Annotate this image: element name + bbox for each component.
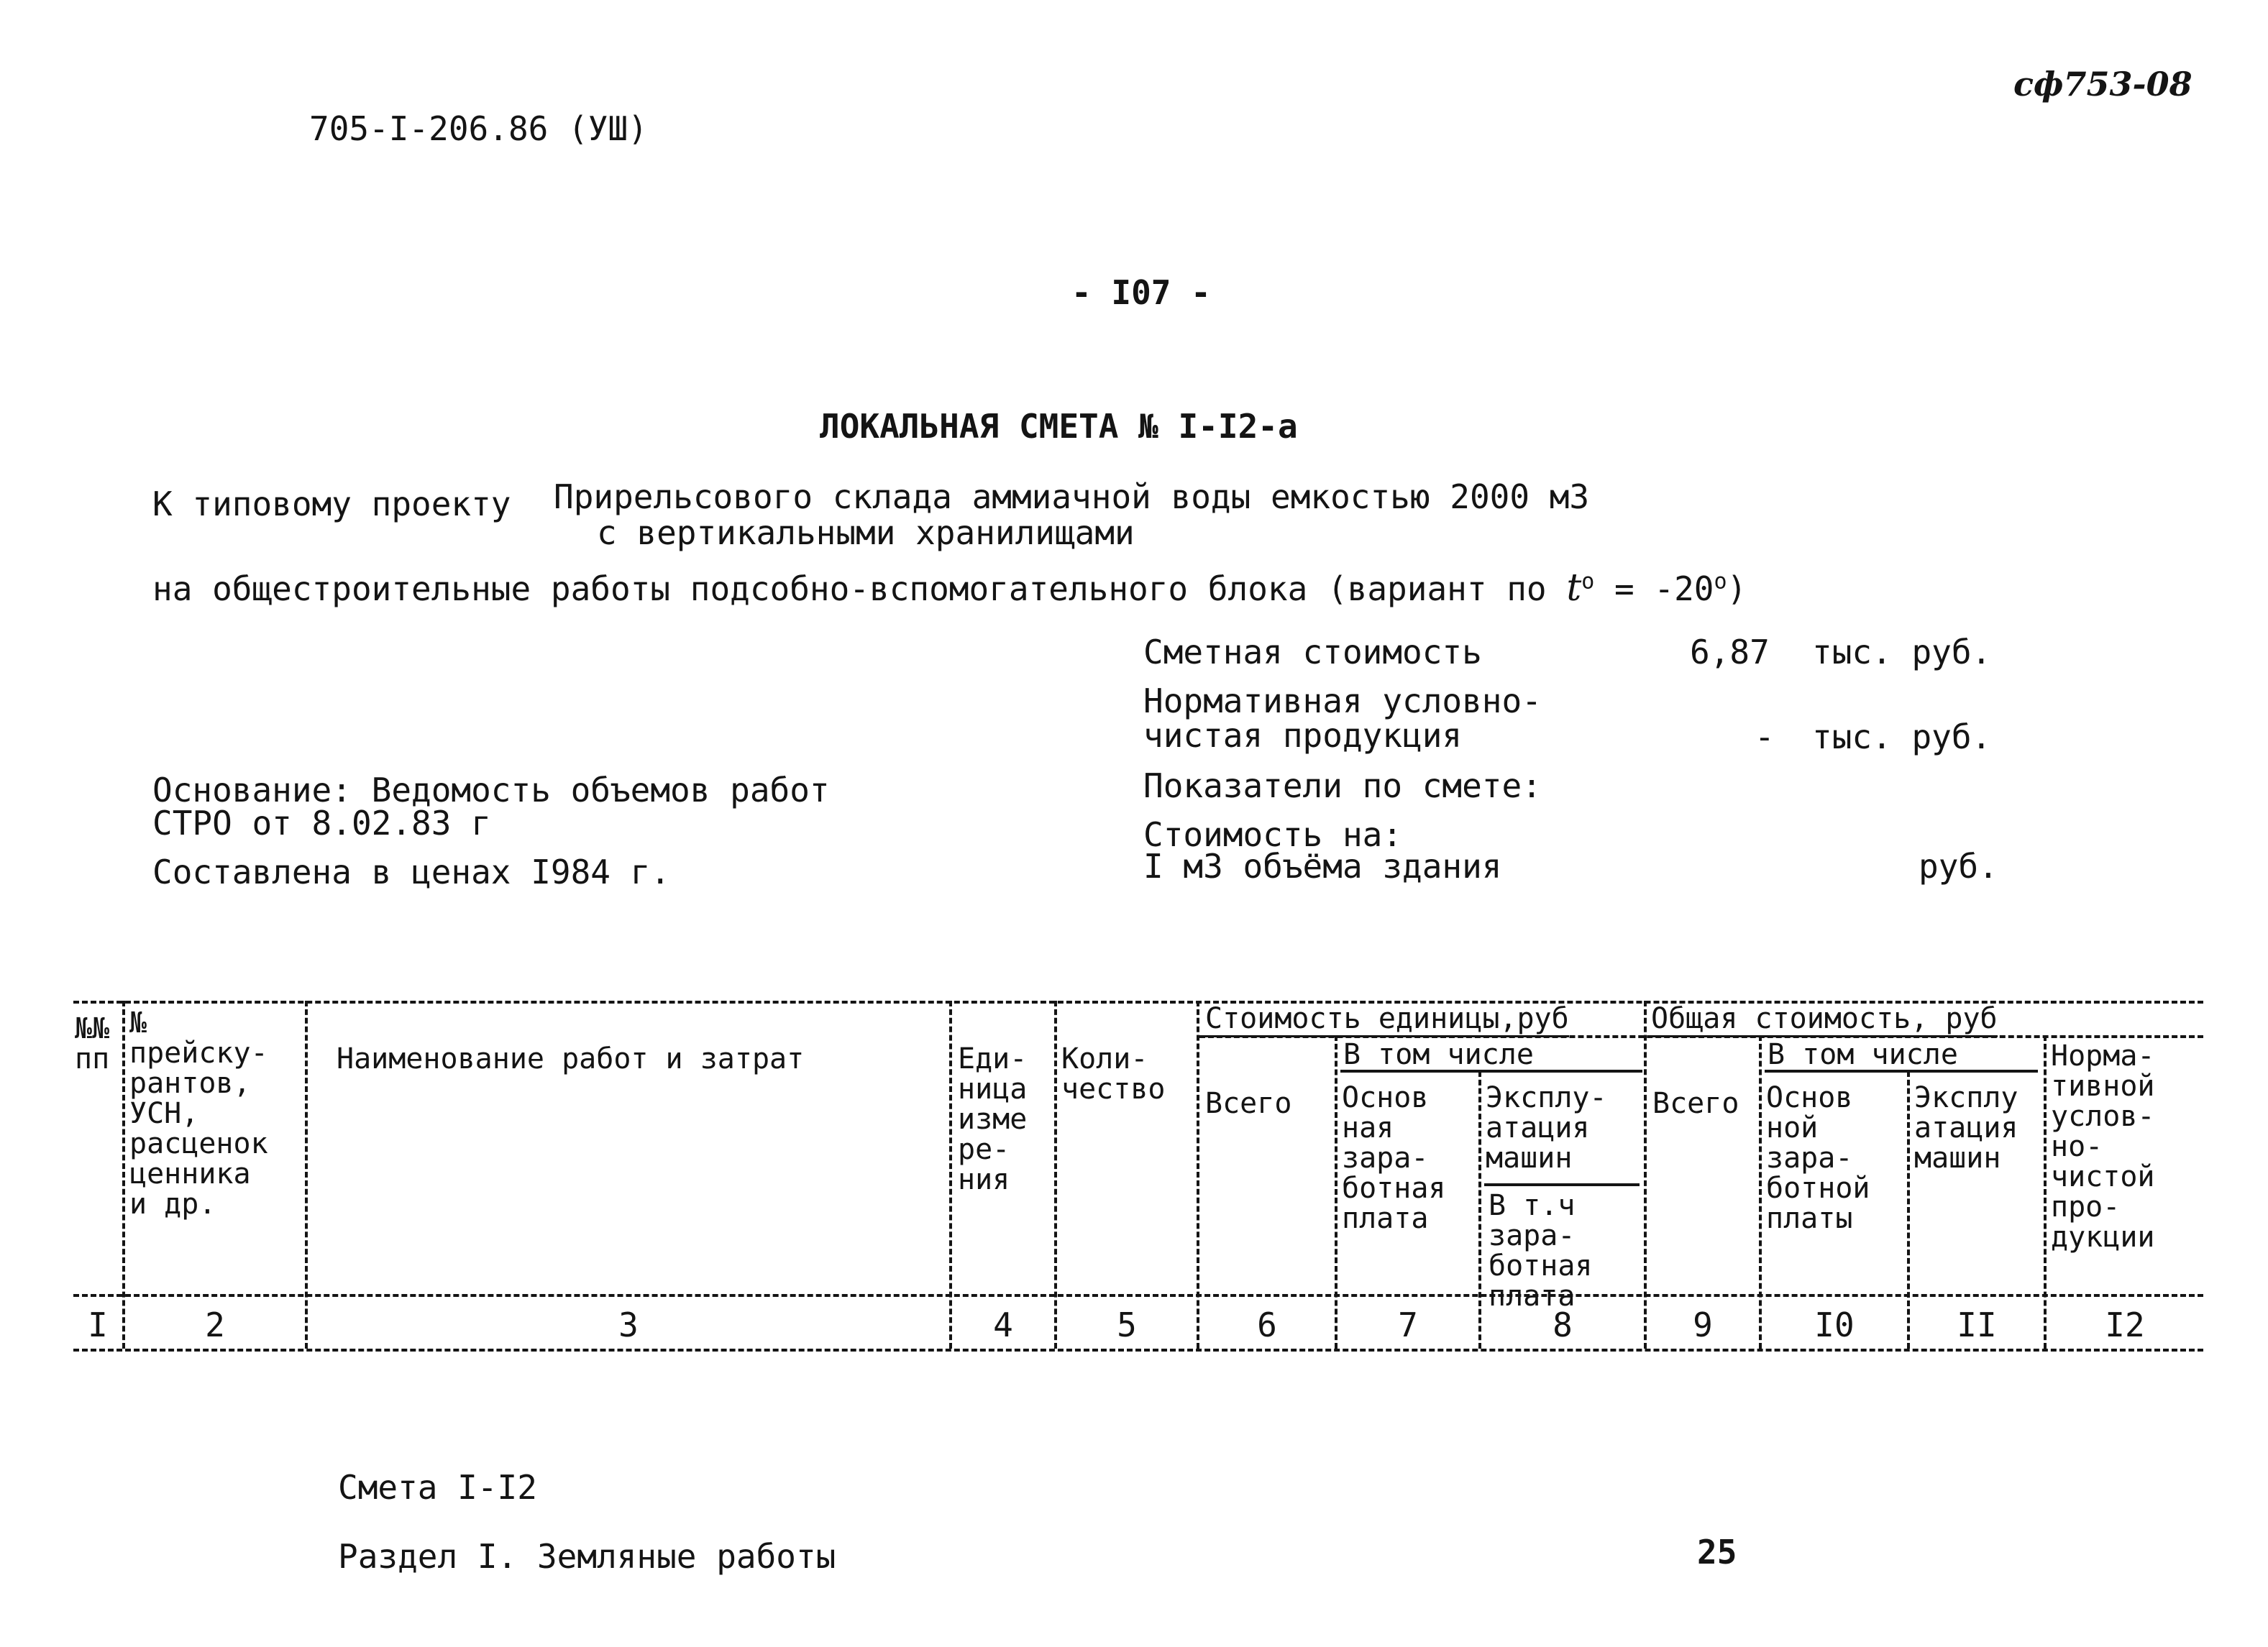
col-4-header: Еди- ница изме ре- ния — [958, 1042, 1028, 1196]
variant-symbol-sup: o — [1581, 569, 1595, 595]
col-number-9: 9 — [1693, 1306, 1713, 1344]
indicators-label: Показатели по смете: — [1143, 766, 1542, 805]
project-label: К типовому проекту — [152, 485, 511, 523]
document-title: ЛОКАЛЬНАЯ СМЕТА № I-I2-а — [820, 407, 1298, 446]
col-2-header: № прейску- рантов, УСН, расценок ценника и др. — [129, 1006, 268, 1221]
document-code: 705-I-206.86 (УШ) — [309, 109, 648, 148]
works-line-text: на общестроительные работы подсобно-вспомогательного блока (вариант по — [152, 569, 1547, 608]
col-8-sub-header: В т.ч зара- ботная плата — [1489, 1189, 1593, 1313]
cost-per-item: I м3 объёма здания — [1143, 847, 1502, 886]
col-number-6: 6 — [1257, 1306, 1277, 1344]
section-label: Раздел I. Земляные работы — [338, 1537, 836, 1576]
col-8-header: Эксплу- атация машин — [1486, 1081, 1607, 1175]
col-number-3: 3 — [618, 1306, 639, 1344]
variant-value: = -20 — [1614, 569, 1714, 608]
cost-label: Сметная стоимость — [1143, 633, 1482, 671]
col-9-header: Всего — [1652, 1087, 1739, 1120]
col-10-header: Основ ной зара- ботной платы — [1766, 1081, 1870, 1235]
prices-note: Составлена в ценах I984 г. — [152, 853, 671, 891]
normative-label-2: чистая продукция — [1143, 716, 1463, 755]
col-12-header: Норма- тивной услов- но- чистой про- дукции — [2051, 1040, 2155, 1254]
total-cost-group: Общая стоимость, руб — [1651, 1004, 1998, 1037]
normative-label-1: Нормативная условно- — [1143, 682, 1542, 720]
section-page-number: 25 — [1697, 1533, 1737, 1572]
incl-label-unit: В том числе — [1343, 1038, 1534, 1071]
col-number-2: 2 — [205, 1306, 225, 1344]
variant-close: ) — [1727, 569, 1747, 608]
col-11-header: Эксплу атация машин — [1914, 1081, 2018, 1175]
page-number: - I07 - — [1071, 273, 1211, 312]
col-number-10: I0 — [1814, 1306, 1855, 1344]
normative-value: - — [1755, 717, 1775, 756]
archive-stamp: сф753-08 — [2013, 65, 2192, 104]
cost-value: 6,87 — [1690, 633, 1770, 671]
smeta-label: Смета I-I2 — [338, 1468, 537, 1507]
normative-unit: тыс. руб. — [1812, 717, 1992, 756]
col-number-7: 7 — [1398, 1306, 1418, 1344]
col-7-header: Основ ная зара- ботная плата — [1342, 1081, 1446, 1235]
col-5-header: Коли- чество — [1061, 1042, 1166, 1106]
project-name-line1: Прирельсового склада аммиачной воды емкостью 2000 м3 — [554, 477, 1590, 516]
col-3-header: Наименование работ и затрат — [337, 1042, 805, 1075]
variant-symbol: t — [1566, 566, 1582, 610]
incl-label-total: В том числе — [1768, 1038, 1958, 1071]
col-number-11: II — [1957, 1306, 1997, 1344]
cost-per-label: Стоимость на: — [1143, 815, 1403, 854]
col-number-5: 5 — [1117, 1306, 1137, 1344]
unit-cost-group: Стоимость единицы,руб — [1205, 1004, 1569, 1037]
col-1-header: №№ пп — [75, 1012, 110, 1075]
variant-value-sup: o — [1714, 569, 1727, 595]
col-number-8: 8 — [1553, 1306, 1573, 1344]
cost-per-unit: руб. — [1919, 847, 1998, 886]
project-name-line2: с вертикальными хранилищами — [597, 513, 1135, 552]
col-number-4: 4 — [993, 1306, 1013, 1344]
basis-line2: СТРО от 8.02.83 г — [152, 804, 491, 843]
col-number-1: I — [88, 1306, 108, 1344]
col-number-12: I2 — [2105, 1306, 2145, 1344]
col-6-header: Всего — [1205, 1087, 1292, 1120]
basis-line1: Основание: Ведомость объемов работ — [152, 771, 830, 809]
cost-unit: тыс. руб. — [1812, 633, 1992, 671]
works-line — [152, 566, 1747, 610]
